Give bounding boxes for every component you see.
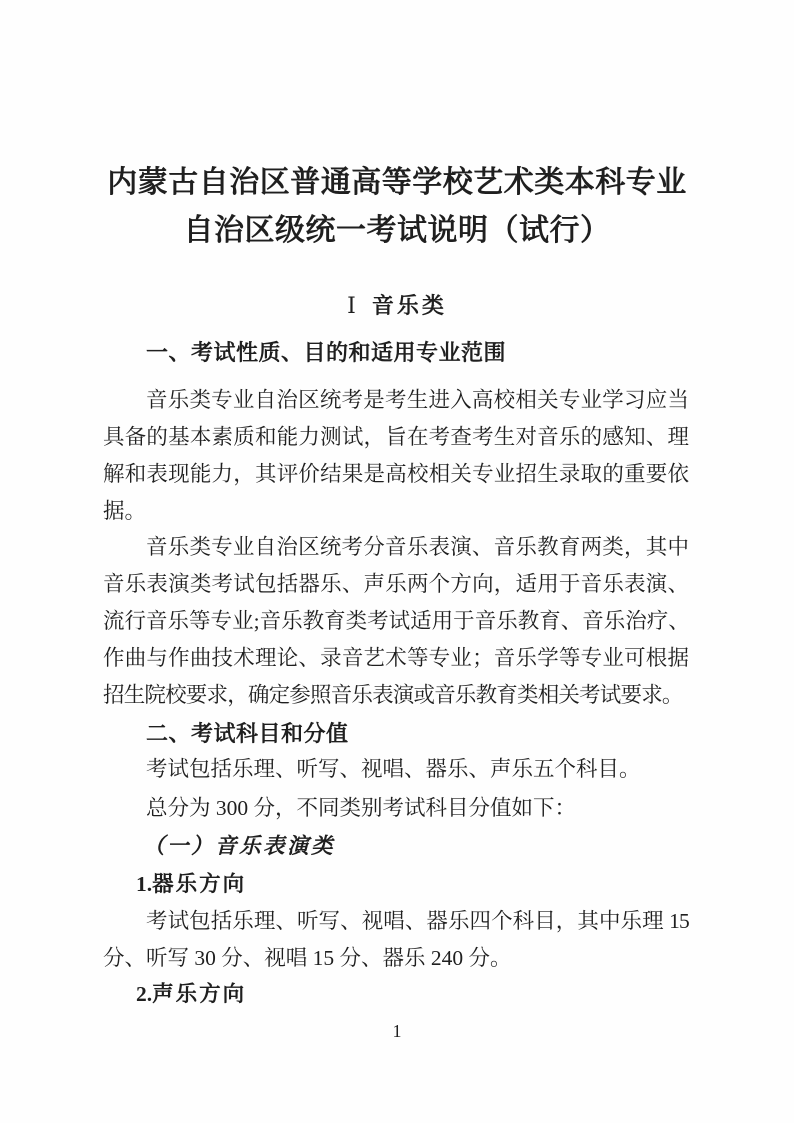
heading-exam-nature: 一、考试性质、目的和适用专业范围 bbox=[146, 340, 507, 365]
text-line: 分、听写 30 分、视唱 15 分、器乐 240 分。 bbox=[103, 946, 512, 970]
section-roman-numeral: Ⅰ bbox=[347, 293, 356, 318]
item-number: 2. bbox=[136, 982, 153, 1006]
text-line: 作曲与作曲技术理论、录音艺术等专业；音乐学等专业可根据 bbox=[103, 646, 689, 670]
text-line: 考试包括乐理、听写、视唱、器乐四个科目，其中乐理 15 bbox=[146, 909, 689, 933]
text-line: 总分为 300 分，不同类别考试科目分值如下： bbox=[146, 796, 577, 820]
text-line: 音乐表演类考试包括器乐、声乐两个方向，适用于音乐表演、 bbox=[103, 572, 689, 596]
paragraph-total-score bbox=[103, 790, 689, 827]
document-title-line-2: 自治区级统一考试说明（试行） bbox=[183, 214, 611, 247]
text-line bbox=[103, 976, 689, 1013]
paragraph-exam-categories bbox=[103, 529, 689, 714]
section-label-music bbox=[0, 291, 794, 321]
text-line: 音乐类专业自治区统考分音乐表演、音乐教育两类，其中 bbox=[146, 535, 689, 559]
text-line: 据。 bbox=[103, 499, 147, 523]
section-label-text: 音乐类 bbox=[371, 293, 447, 318]
text-line: 流行音乐等专业;音乐教育类考试适用于音乐教育、音乐治疗、 bbox=[103, 609, 689, 633]
item-title: 声乐方向 bbox=[152, 982, 247, 1006]
text-line: 招生院校要求，确定参照音乐表演或音乐教育类相关考试要求。 bbox=[103, 683, 683, 707]
item-number: 1. bbox=[136, 872, 153, 896]
text-line: 解和表现能力，其评价结果是高校相关专业招生录取的重要依 bbox=[103, 462, 689, 486]
page-number: 1 bbox=[392, 1021, 402, 1041]
item-title: 器乐方向 bbox=[152, 872, 247, 896]
text-line bbox=[103, 866, 689, 903]
text-line: 具备的基本素质和能力测试，旨在考查考生对音乐的感知、理 bbox=[103, 425, 689, 449]
subheading-music-performance bbox=[103, 828, 689, 865]
text-line: 音乐类专业自治区统考是考生进入高校相关专业学习应当 bbox=[146, 388, 689, 412]
text-line: （一）音乐表演类 bbox=[143, 834, 336, 858]
heading-subjects-scores: 二、考试科目和分值 bbox=[146, 721, 349, 746]
paragraph-exam-nature bbox=[103, 382, 689, 530]
paragraph-instrumental-scores bbox=[103, 903, 689, 977]
item-instrumental-direction bbox=[103, 866, 689, 903]
text-line: 考试包括乐理、听写、视唱、器乐、声乐五个科目。 bbox=[146, 757, 641, 781]
item-vocal-direction bbox=[103, 976, 689, 1013]
document-title-line-1: 内蒙古自治区普通高等学校艺术类本科专业 bbox=[107, 166, 687, 199]
paragraph-subjects bbox=[103, 751, 689, 788]
document-title bbox=[0, 159, 794, 255]
